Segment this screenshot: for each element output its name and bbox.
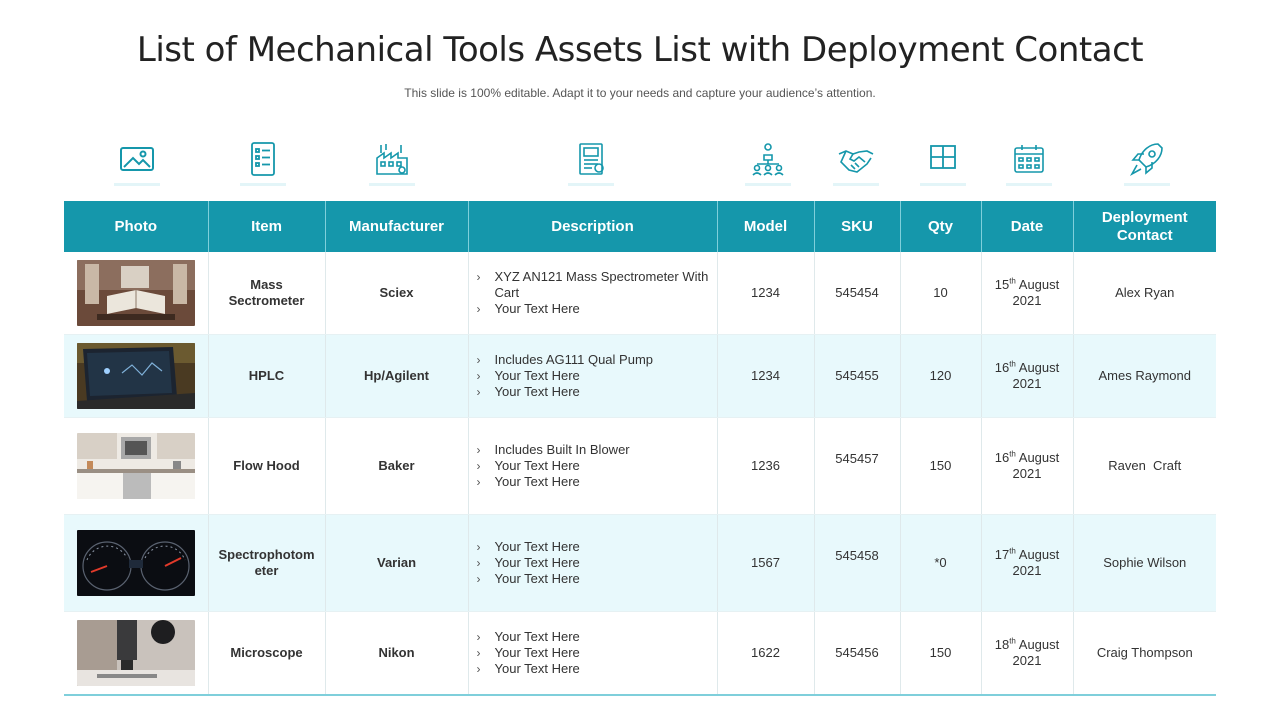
handshake-icon [833, 140, 879, 186]
page-subtitle: This slide is 100% editable. Adapt it to your needs and capture your audience’s attention. [404, 86, 876, 100]
description-cell [468, 252, 717, 335]
description-cell [468, 515, 717, 612]
factory-icon [369, 140, 415, 186]
page-title: List of Mechanical Tools Assets List with Deployment Contact [136, 30, 1144, 70]
column-header-item: Item [208, 201, 325, 252]
date-cell: 16th August 2021 [981, 418, 1073, 515]
photo-cell [64, 335, 208, 418]
mass-spectrometer-photo [77, 260, 195, 326]
item-cell: HPLC [208, 335, 325, 418]
contact-cell: Raven Craft [1073, 418, 1216, 515]
table-row [64, 515, 1216, 612]
qty-cell: 120 [900, 335, 981, 418]
qty-cell: 150 [900, 612, 981, 696]
description-bullet: › Includes Built In Blower [477, 442, 711, 458]
table-row [64, 252, 1216, 335]
spectrophotometer-photo [77, 530, 195, 596]
column-header-manufacturer: Manufacturer [325, 201, 468, 252]
description-bullet: › Includes AG111 Qual Pump [477, 352, 711, 368]
description-bullet: › XYZ AN121 Mass Spectrometer With Cart [477, 269, 711, 301]
description-bullet: › Your Text Here [477, 474, 711, 490]
description-bullet: › Your Text Here [477, 539, 711, 555]
photo-cell [64, 252, 208, 335]
description-bullet: › Your Text Here [477, 555, 711, 571]
document-icon [568, 140, 614, 186]
description-bullet: › Your Text Here [477, 661, 711, 677]
org-chart-icon [745, 140, 791, 186]
description-cell [468, 418, 717, 515]
sku-cell: 545456 [814, 612, 900, 696]
manufacturer-cell: Nikon [325, 612, 468, 696]
manufacturer-cell: Sciex [325, 252, 468, 335]
calendar-icon [1006, 140, 1052, 186]
model-cell: 1567 [717, 515, 814, 612]
column-header-model: Model [717, 201, 814, 252]
sku-cell: 545455 [814, 335, 900, 418]
sku-cell: 545454 [814, 252, 900, 335]
model-cell: 1234 [717, 252, 814, 335]
date-cell: 17th August 2021 [981, 515, 1073, 612]
column-header-qty: Qty [900, 201, 981, 252]
item-cell: Flow Hood [208, 418, 325, 515]
description-bullet: › Your Text Here [477, 384, 711, 400]
qty-cell: 150 [900, 418, 981, 515]
description-cell [468, 612, 717, 696]
manufacturer-cell: Varian [325, 515, 468, 612]
contact-cell: Ames Raymond [1073, 335, 1216, 418]
contact-cell: Sophie Wilson [1073, 515, 1216, 612]
microscope-photo [77, 620, 195, 686]
rocket-icon [1124, 140, 1170, 186]
manufacturer-cell: Baker [325, 418, 468, 515]
contact-cell: Craig Thompson [1073, 612, 1216, 696]
model-cell: 1236 [717, 418, 814, 515]
description-bullet: › Your Text Here [477, 645, 711, 661]
date-cell: 15th August 2021 [981, 252, 1073, 335]
table-row [64, 335, 1216, 418]
contact-cell: Alex Ryan [1073, 252, 1216, 335]
flow-hood-photo [77, 433, 195, 499]
manufacturer-cell: Hp/Agilent [325, 335, 468, 418]
column-header-photo: Photo [64, 201, 208, 252]
qty-cell: 10 [900, 252, 981, 335]
photo-cell [64, 418, 208, 515]
table-row [64, 612, 1216, 696]
item-cell: Mass Sectrometer [208, 252, 325, 335]
column-header-deployment-contact: Deployment Contact [1073, 201, 1216, 252]
column-header-description: Description [468, 201, 717, 252]
item-cell: Microscope [208, 612, 325, 696]
model-cell: 1234 [717, 335, 814, 418]
date-cell: 18th August 2021 [981, 612, 1073, 696]
column-header-sku: SKU [814, 201, 900, 252]
description-bullet: › Your Text Here [477, 458, 711, 474]
photo-cell [64, 612, 208, 696]
qty-cell: *0 [900, 515, 981, 612]
date-cell: 16th August 2021 [981, 335, 1073, 418]
description-bullet: › Your Text Here [477, 629, 711, 645]
column-header-date: Date [981, 201, 1073, 252]
checklist-icon [240, 140, 286, 186]
model-cell: 1622 [717, 612, 814, 696]
assets-table [64, 201, 1216, 696]
table-row [64, 418, 1216, 515]
hplc-photo [77, 343, 195, 409]
description-bullet: › Your Text Here [477, 301, 711, 317]
image-icon [114, 140, 160, 186]
description-bullet: › Your Text Here [477, 571, 711, 587]
description-bullet: › Your Text Here [477, 368, 711, 384]
table-header-row [64, 201, 1216, 252]
photo-cell [64, 515, 208, 612]
description-cell [468, 335, 717, 418]
sku-cell: 545457 [814, 418, 900, 515]
column-icon-row [0, 140, 1280, 190]
item-cell: Spectrophotom eter [208, 515, 325, 612]
grid-icon [920, 140, 966, 186]
sku-cell: 545458 [814, 515, 900, 612]
